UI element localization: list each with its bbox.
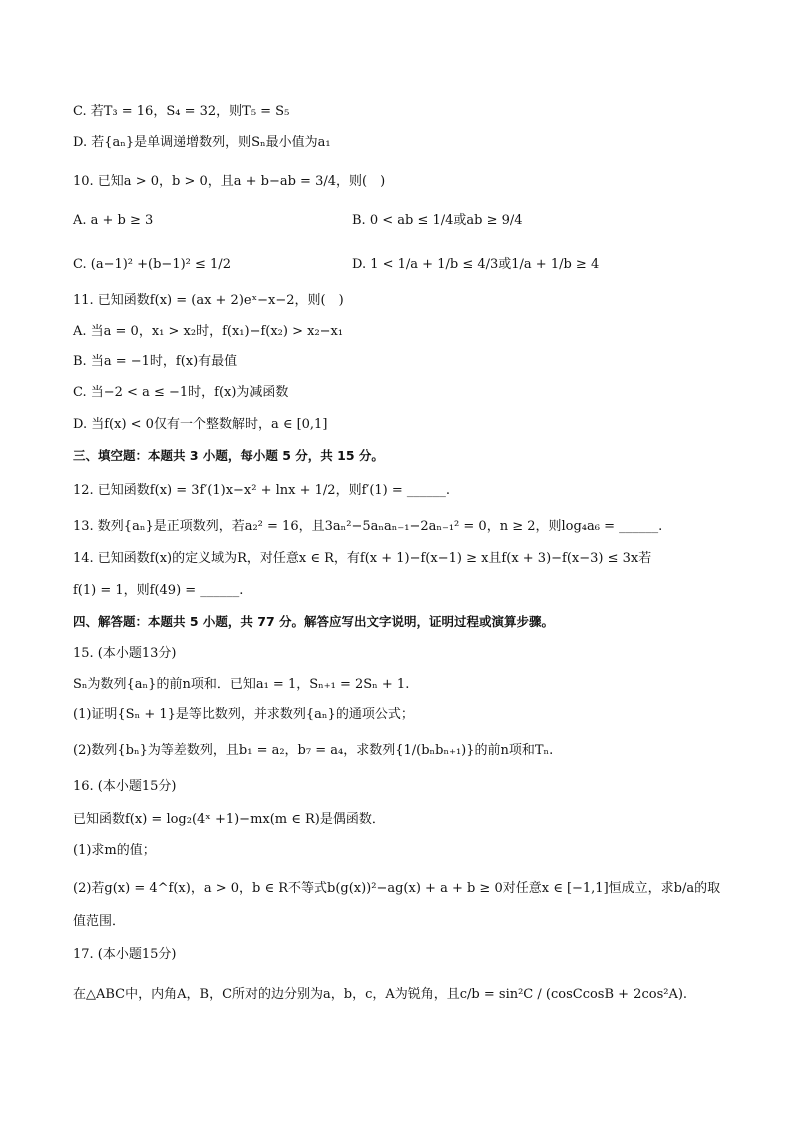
q17-stem: 在△ABC中，内角A，B，C所对的边分别为a，b，c，A为锐角，且c/b = sin²C / (cosCcosB + 2cos²A). — [73, 987, 688, 1002]
q9-option-d: D. 若{aₙ}是单调递增数列，则Sₙ最小值为a₁ — [73, 135, 331, 150]
q10-option-b: B. 0 < ab ≤ 1/4或ab ≥ 9/4 — [352, 213, 523, 228]
q11-option-a: A. 当a = 0，x₁ > x₂时，f(x₁)−f(x₂) > x₂−x₁ — [73, 324, 344, 339]
q14-stem-cont: f(1) = 1，则f(49) = ______. — [73, 583, 244, 598]
q15-header: 15. (本小题13分) — [73, 646, 177, 661]
q10-option-a: A. a + b ≥ 3 — [73, 213, 154, 228]
q16-header: 16. (本小题15分) — [73, 779, 177, 794]
q16-part1: (1)求m的值； — [73, 843, 156, 858]
q15-stem: Sₙ为数列{aₙ}的前n项和．已知a₁ = 1，Sₙ₊₁ = 2Sₙ + 1. — [73, 677, 410, 692]
q15-part2: (2)数列{bₙ}为等差数列，且b₁ = a₂，b₇ = a₄，求数列{1/(bₙbₙ₊₁)}的前n项和Tₙ. — [73, 743, 554, 758]
q11-option-d: D. 当f(x) < 0仅有一个整数解时，a ∈ [0,1] — [73, 417, 328, 432]
q12-stem: 12. 已知函数f(x) = 3f′(1)x−x² + lnx + 1/2，则f′(1) = ______. — [73, 483, 451, 498]
q16-stem: 已知函数f(x) = log₂(4ˣ +1)−mx(m ∈ R)是偶函数． — [73, 812, 385, 827]
q16-part2-cont: 值范围． — [73, 914, 126, 929]
q16-part2: (2)若g(x) = 4^f(x)，a > 0，b ∈ R不等式b(g(x))²−ag(x) + a + b ≥ 0对任意x ∈ [−1,1]恒成立，求b/a的取 — [73, 881, 721, 896]
q13-stem: 13. 数列{aₙ}是正项数列，若a₂² = 16，且3aₙ²−5aₙaₙ₋₁−2aₙ₋₁² = 0，n ≥ 2，则log₄a₆ = ______. — [73, 519, 663, 534]
q9-option-c: C. 若T₃ = 16，S₄ = 32，则T₅ = S₅ — [73, 104, 290, 119]
q11-stem: 11. 已知函数f(x) = (ax + 2)eˣ−x−2，则( ) — [73, 293, 344, 308]
section-solutions-heading: 四、解答题：本题共 5 小题，共 77 分。解答应写出文字说明，证明过程或演算步骤。 — [73, 614, 555, 629]
q10-option-c: C. (a−1)² +(b−1)² ≤ 1/2 — [73, 257, 231, 272]
q15-part1: (1)证明{Sₙ + 1}是等比数列，并求数列{aₙ}的通项公式； — [73, 707, 414, 722]
section-fill-in-heading: 三、填空题：本题共 3 小题，每小题 5 分，共 15 分。 — [73, 448, 384, 463]
q11-option-c: C. 当−2 < a ≤ −1时，f(x)为减函数 — [73, 385, 289, 400]
q11-option-b: B. 当a = −1时，f(x)有最值 — [73, 354, 238, 369]
q17-header: 17. (本小题15分) — [73, 947, 177, 962]
q14-stem: 14. 已知函数f(x)的定义域为R，对任意x ∈ R，有f(x + 1)−f(x−1) ≥ x且f(x + 3)−f(x−3) ≤ 3x若 — [73, 551, 652, 566]
q10-option-d: D. 1 < 1/a + 1/b ≤ 4/3或1/a + 1/b ≥ 4 — [352, 257, 600, 272]
q10-stem: 10. 已知a > 0，b > 0，且a + b−ab = 3/4，则( ) — [73, 174, 386, 189]
